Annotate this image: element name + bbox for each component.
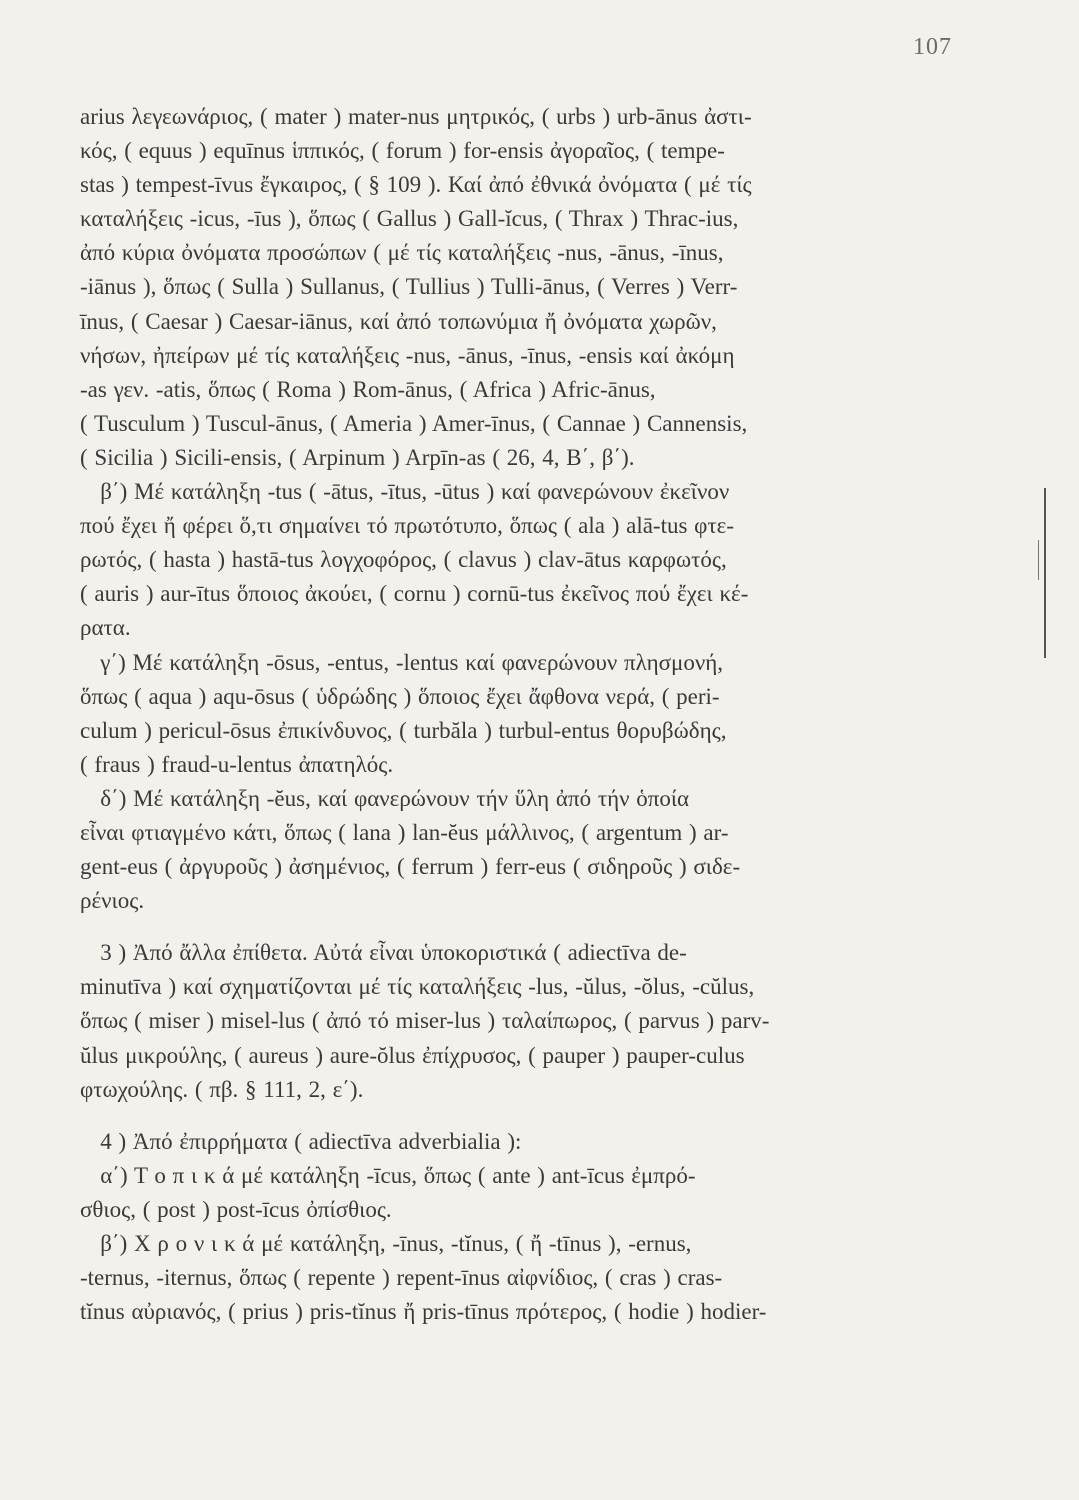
margin-pencil-mark bbox=[1038, 540, 1039, 580]
text-line: ( auris ) aur-ītus ὅποιος ἀκούει, ( cornu ) cornū-tus ἐκεῖνος πού ἔχει κέ- bbox=[80, 581, 749, 607]
text-line: tĭnus αὐριανός, ( prius ) pris-tĭnus ἤ pris-tīnus πρότερος, ( hodie ) hodier- bbox=[80, 1299, 767, 1325]
text-line: ὅπως ( aqua ) aqu-ōsus ( ὑδρώδης ) ὅποιος ἔχει ἄφθονα νερά, ( peri- bbox=[80, 683, 720, 709]
text-line: -iānus ), ὅπως ( Sulla ) Sullanus, ( Tullius ) Tulli-ānus, ( Verres ) Verr- bbox=[80, 274, 738, 300]
text-line: 3 ) Ἀπό ἄλλα ἐπίθετα. Αὐτά εἶναι ὑποκοριστικά ( adiectīva de- bbox=[80, 940, 687, 966]
paragraph-block-1 bbox=[80, 100, 960, 918]
text-line: -ternus, -iternus, ὅπως ( repente ) repent-īnus αἰφνίδιος, ( cras ) cras- bbox=[80, 1265, 723, 1291]
section-gap bbox=[80, 918, 960, 936]
text-line: ( fraus ) fraud-u-lentus ἀπατηλός. bbox=[80, 751, 394, 777]
text-line: arius λεγεωνάριος, ( mater ) mater-nus μητρικός, ( urbs ) urb-ānus ἀστι- bbox=[80, 104, 752, 129]
text-line: stas ) tempest-īvus ἔγκαιρος, ( § 109 ). Καί ἀπό ἐθνικά ὀνόματα ( μέ τίς bbox=[80, 172, 752, 198]
text-line: ( Tusculum ) Tuscul-ānus, ( Ameria ) Amer-īnus, ( Cannae ) Cannensis, bbox=[80, 410, 748, 436]
text-line: δ΄) Μέ κατάληξη -ĕus, καί φανερώνουν τήν ὕλη ἀπό τήν ὁποία bbox=[80, 785, 690, 811]
text-line: gent-eus ( ἀργυροῦς ) ἀσημένιος, ( ferrum ) ferr-eus ( σιδηροῦς ) σιδε- bbox=[80, 854, 741, 880]
text-line: εἶναι φτιαγμένο κάτι, ὅπως ( lana ) lan-ĕus μάλλινος, ( argentum ) ar- bbox=[80, 819, 729, 845]
section-gap bbox=[80, 1107, 960, 1125]
text-line: φτωχούλης. ( πβ. § 111, 2, ε΄). bbox=[80, 1076, 364, 1102]
text-line: α΄) Τ ο π ι κ ά μέ κατάληξη -īcus, ὅπως ( ante ) ant-īcus ἐμπρό- bbox=[80, 1162, 696, 1188]
section-3 bbox=[80, 936, 960, 1106]
text-line: īnus, ( Caesar ) Caesar-iānus, καί ἀπό τοπωνύμια ἤ ὀνόματα χωρῶν, bbox=[80, 308, 717, 334]
text-line: β΄) Χ ρ ο ν ι κ ά μέ κατάληξη, -īnus, -tĭnus, ( ἤ -tīnus ), -ernus, bbox=[80, 1231, 692, 1256]
page-body bbox=[80, 100, 960, 1329]
section-4 bbox=[80, 1125, 960, 1330]
text-line: γ΄) Μέ κατάληξη -ōsus, -entus, -lentus καί φανερώνουν πλησμονή, bbox=[80, 649, 724, 675]
text-line: ρατα. bbox=[80, 615, 131, 641]
text-line: culum ) pericul-ōsus ἐπικίνδυνος, ( turbăla ) turbul-entus θορυβώδης, bbox=[80, 717, 727, 743]
text-line: ρωτός, ( hasta ) hastā-tus λογχοφόρος, ( clavus ) clav-ātus καρφωτός, bbox=[80, 547, 727, 573]
text-line: νήσων, ἠπείρων μέ τίς καταλήξεις -nus, -ānus, -īnus, -ensis καί ἀκόμη bbox=[80, 342, 735, 368]
page-number: 107 bbox=[913, 34, 952, 60]
text-line: minutīva ) καί σχηματίζονται μέ τίς καταλήξεις -lus, -ŭlus, -ŏlus, -cŭlus, bbox=[80, 974, 755, 1000]
text-line: καταλήξεις -icus, -īus ), ὅπως ( Gallus ) Gall-ĭcus, ( Thrax ) Thrac-ius, bbox=[80, 206, 739, 232]
text-line: πού ἔχει ἤ φέρει ὅ,τι σημαίνει τό πρωτότυπο, ὅπως ( ala ) alā-tus φτε- bbox=[80, 513, 735, 539]
text-line: ἀπό κύρια ὀνόματα προσώπων ( μέ τίς καταλήξεις -nus, -ānus, -īnus, bbox=[80, 240, 724, 266]
margin-pencil-mark bbox=[1044, 488, 1046, 658]
text-line: 4 ) Ἀπό ἐπιρρήματα ( adiectīva adverbialia ): bbox=[80, 1128, 522, 1154]
text-line: σθιος, ( post ) post-īcus ὀπίσθιος. bbox=[80, 1196, 392, 1222]
text-line: κός, ( equus ) equīnus ἱππικός, ( forum ) for-ensis ἀγοραῖος, ( tempe- bbox=[80, 138, 725, 164]
text-line: β΄) Μέ κατάληξη -tus ( -ātus, -ītus, -ūtus ) καί φανερώνουν ἐκεῖνον bbox=[80, 479, 730, 505]
text-line: ŭlus μικρούλης, ( aureus ) aure-ŏlus ἐπίχρυσος, ( pauper ) pauper-culus bbox=[80, 1042, 745, 1068]
text-line: ( Sicilia ) Sicili-ensis, ( Arpinum ) Arpīn-as ( 26, 4, Β΄, β΄). bbox=[80, 444, 635, 470]
text-line: -as γεν. -atis, ὅπως ( Roma ) Rom-ānus, ( Africa ) Afric-ānus, bbox=[80, 376, 656, 402]
text-line: ρένιος. bbox=[80, 888, 145, 914]
text-line: ὅπως ( miser ) misel-lus ( ἀπό τό miser-lus ) ταλαίπωρος, ( parvus ) parv- bbox=[80, 1008, 770, 1034]
